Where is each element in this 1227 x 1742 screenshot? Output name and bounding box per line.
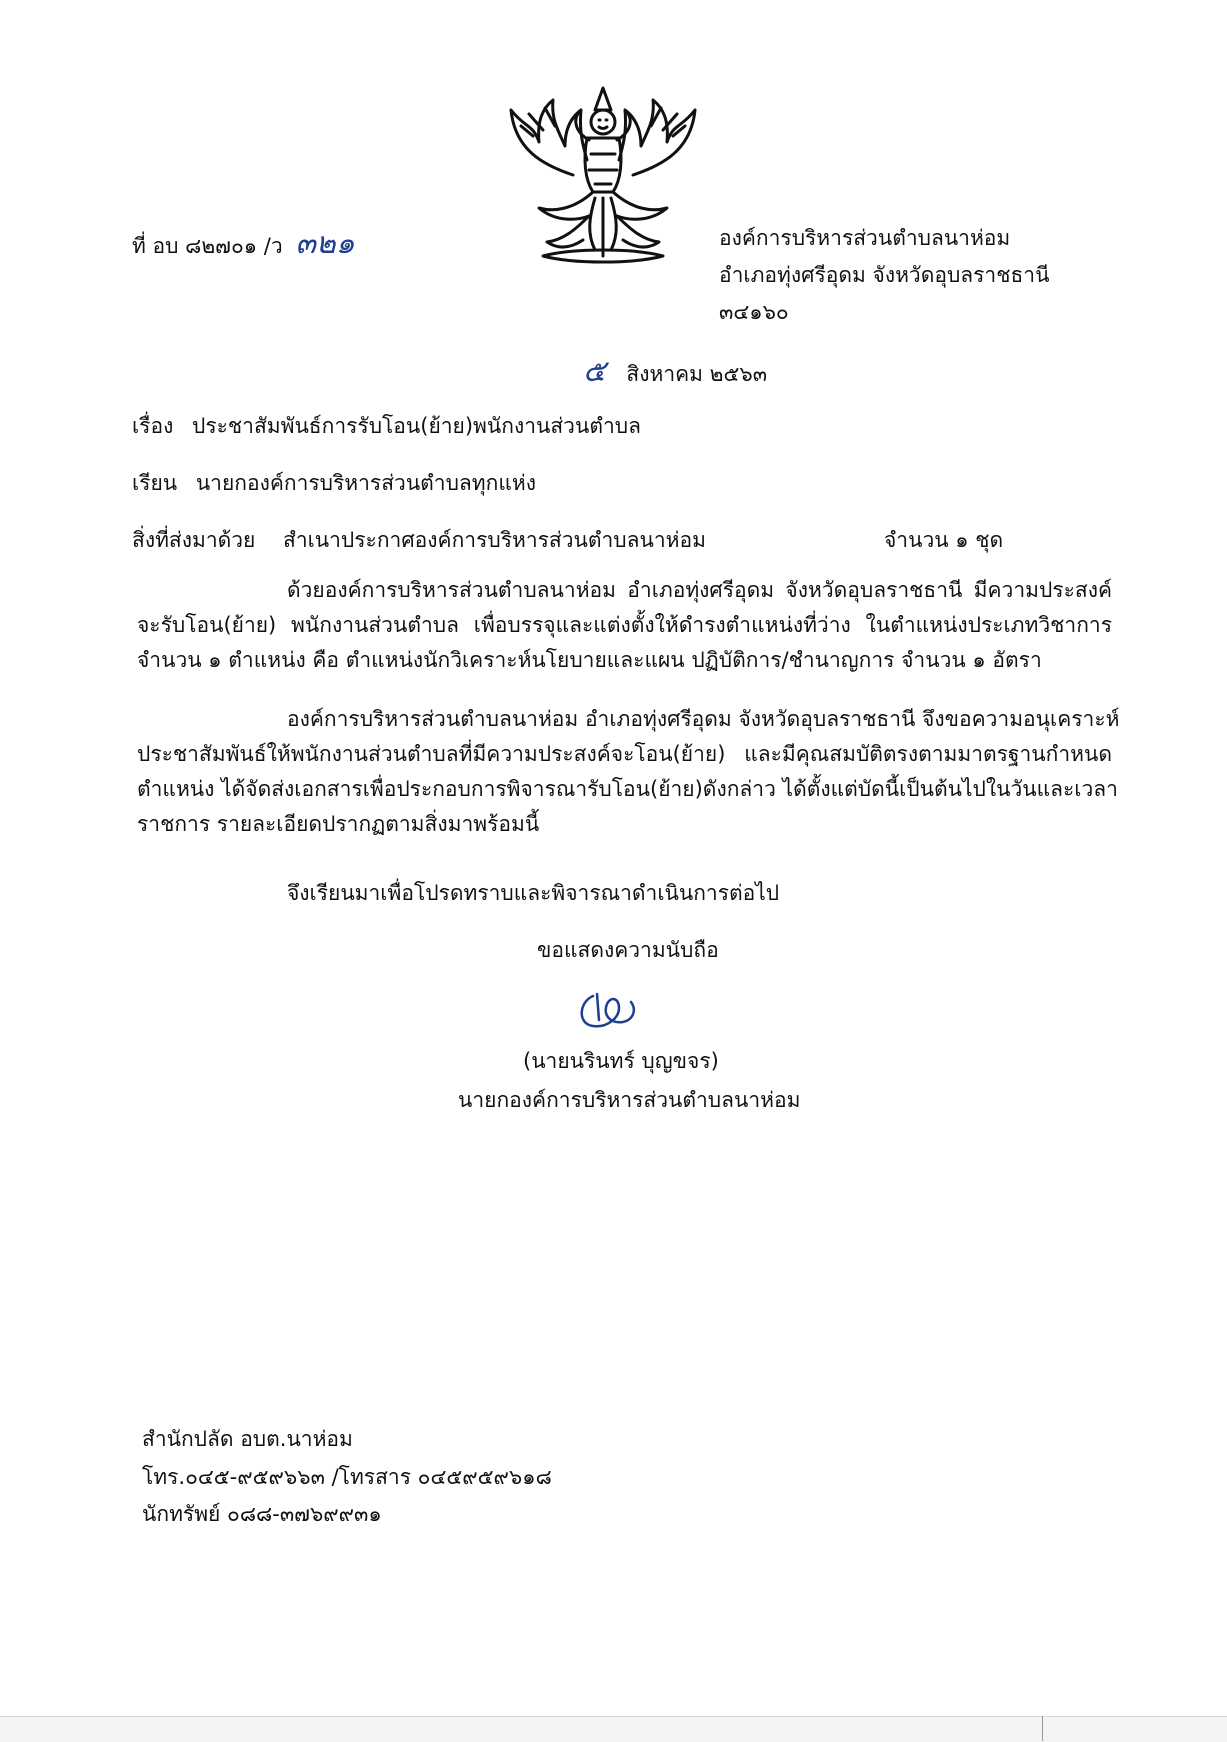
garuda-emblem-icon [503, 80, 703, 270]
paragraph-2-line: ราชการ รายละเอียดปรากฏตามสิ่งมาพร้อมนี้ [137, 812, 540, 836]
footer-finance-phone: นักทรัพย์ ๐๘๘-๓๗๖๙๙๓๑ [142, 1502, 382, 1526]
paragraph-1-line: จำนวน ๑ ตำแหน่ง คือ ตำแหน่งนักวิเคราะห์นโยบายและแผน ปฏิบัติการ/ชำนาญการ จำนวน ๑ อัตรา [137, 648, 1042, 672]
date-month-year: สิงหาคม ๒๕๖๓ [626, 362, 768, 386]
recipient-text: นายกองค์การบริหารส่วนตำบลทุกแห่ง [195, 471, 536, 495]
reference-number-handwritten: ๓๒๑ [295, 226, 355, 261]
enclosure-text: สำเนาประกาศองค์การบริหารส่วนตำบลนาห่อม [283, 528, 706, 552]
subject-line [132, 410, 641, 443]
body-paragraph-3: จึงเรียนมาเพื่อโปรดทราบและพิจารณาดำเนินการต่อไป [287, 881, 780, 905]
body-paragraph-2 [137, 702, 1120, 842]
recipient-line [132, 467, 536, 500]
paragraph-1-line: ด้วยองค์การบริหารส่วนตำบลนาห่อม อำเภอทุ่งศรีอุดม จังหวัดอุบลราชธานี มีความประสงค์ [287, 578, 1112, 602]
footer-office: สำนักปลัด อบต.นาห่อม [142, 1427, 353, 1451]
sender-postcode: ๓๔๑๖๐ [719, 300, 789, 324]
footer-phone-fax: โทร.๐๔๕-๙๕๙๖๖๓ /โทรสาร ๐๔๕๙๕๙๖๑๘ [142, 1465, 552, 1489]
paragraph-2-line: ประชาสัมพันธ์ให้พนักงานส่วนตำบลที่มีความประสงค์จะโอน(ย้าย) และมีคุณสมบัติตรงตามมาตรฐานกำหนด [137, 742, 1112, 766]
paragraph-1-line: จะรับโอน(ย้าย) พนักงานส่วนตำบล เพื่อบรรจุและแต่งตั้งให้ดำรงตำแหน่งที่ว่าง ในตำแหน่งประเภทวิชาการ [137, 613, 1112, 637]
recipient-label: เรียน [132, 471, 178, 495]
signature-mark [573, 988, 643, 1034]
letter-date [583, 348, 767, 395]
reference-label: ที่ อบ ๘๒๗๐๑ /ว [132, 234, 283, 258]
enclosure-count: จำนวน ๑ ชุด [884, 528, 1004, 552]
paragraph-2-line: ตำแหน่ง ได้จัดส่งเอกสารเพื่อประกอบการพิจารณารับโอน(ย้าย)ดังกล่าว ได้ตั้งแต่บัดนี้เป็นต้นไปในวันและเวลา [137, 777, 1118, 801]
date-day-handwritten: ๕ [583, 354, 606, 389]
closing-regards: ขอแสดงความนับถือ [537, 938, 719, 962]
body-paragraph-1 [137, 573, 1112, 678]
signer-name: (นายนรินทร์ บุญขจร) [523, 1049, 719, 1073]
subject-text: ประชาสัมพันธ์การรับโอน(ย้าย)พนักงานส่วนตำบล [192, 414, 641, 438]
subject-label: เรื่อง [132, 414, 174, 438]
signer-title: นายกองค์การบริหารส่วนตำบลนาห่อม [458, 1088, 801, 1112]
scan-mark [1042, 1716, 1043, 1741]
paragraph-2-line: องค์การบริหารส่วนตำบลนาห่อม อำเภอทุ่งศรีอุดม จังหวัดอุบลราชธานี จึงขอความอนุเคราะห์ [287, 707, 1120, 731]
sender-org-name: องค์การบริหารส่วนตำบลนาห่อม [719, 226, 1011, 250]
sender-district-province: อำเภอทุ่งศรีอุดม จังหวัดอุบลราชธานี [719, 263, 1050, 287]
enclosure-label: สิ่งที่ส่งมาด้วย [132, 528, 256, 552]
